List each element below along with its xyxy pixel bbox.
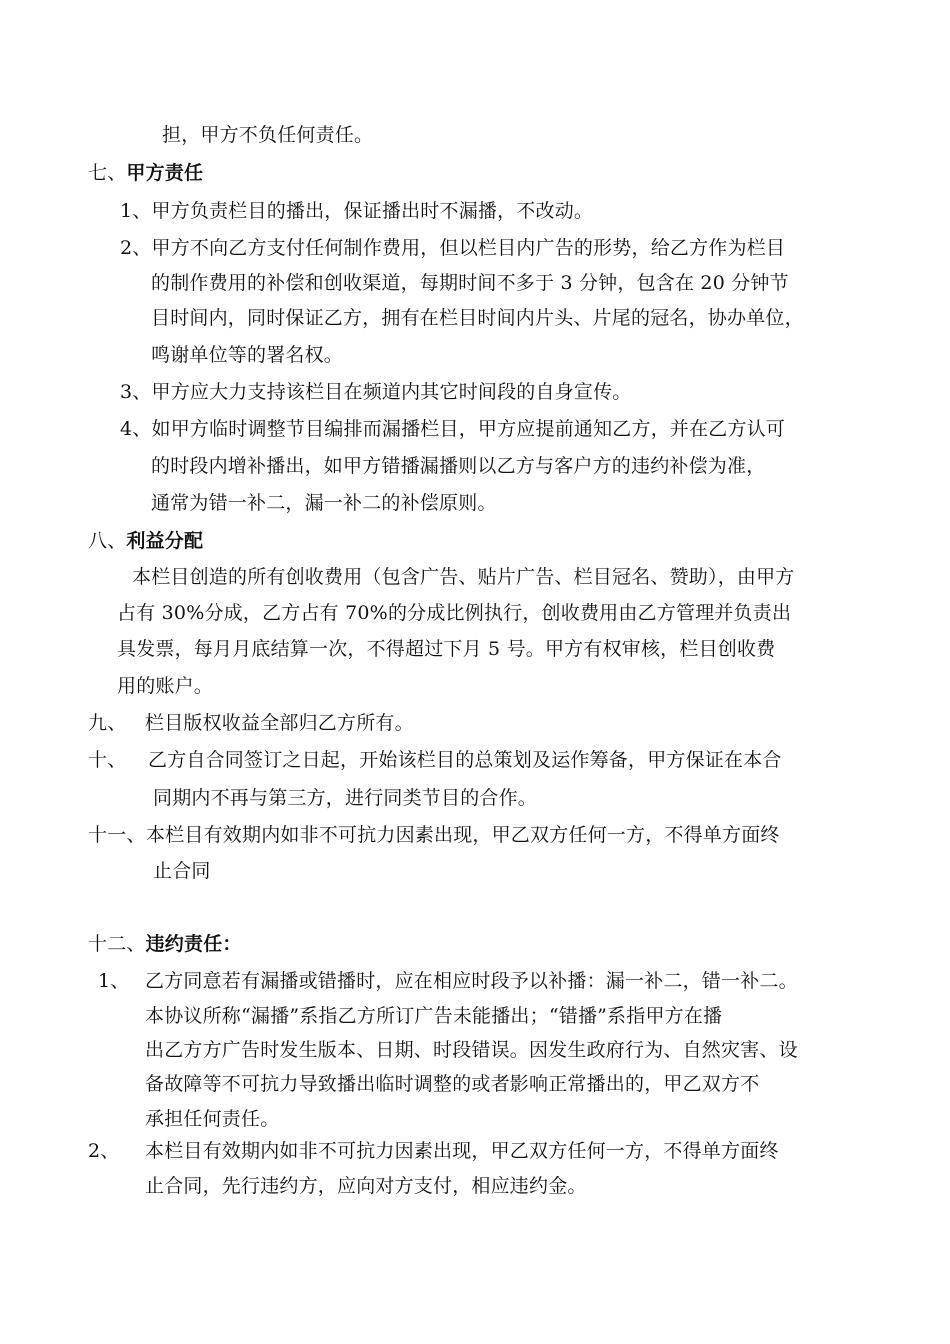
section-12-item-1-line-1: 乙方同意若有漏播或错播时，应在相应时段予以补播：漏一补二，错一补二。 — [145, 970, 798, 992]
section-10-number: 十、 — [88, 749, 127, 771]
section-7-number: 七、 — [88, 162, 127, 184]
section-12-item-1-line-2: 本协议所称“漏播”系指乙方所订广告未能播出；“错播”系指甲方在播 — [145, 1005, 723, 1027]
section-7-item-2-line-4: 鸣谢单位等的署名权。 — [151, 344, 344, 366]
carry-over-text: 担，甲方不负任何责任。 — [162, 124, 374, 146]
section-12-item-1-line-3: 出乙方方广告时发生版本、日期、时段错误。因发生政府行为、自然灾害、设 — [145, 1039, 798, 1061]
section-11-body-line-1: 本栏目有效期内如非不可抗力因素出现，甲乙双方任何一方，不得单方面终 — [146, 824, 780, 846]
section-12-number: 十二、 — [88, 933, 146, 955]
section-12-item-2-line-2: 止合同，先行违约方，应向对方支付，相应违约金。 — [145, 1175, 587, 1197]
section-8-body-line-3: 具发票，每月月底结算一次，不得超过下月 5 号。甲方有权审核，栏目创收费 — [117, 638, 776, 660]
section-7-item-2-line-1: 2、甲方不向乙方支付任何制作费用，但以栏目内广告的形势，给乙方作为栏目 — [120, 237, 786, 259]
section-8-body-line-2: 占有 30%分成，乙方占有 70%的分成比例执行，创收费用由乙方管理并负责出 — [117, 602, 792, 624]
section-9-body: 栏目版权收益全部归乙方所有。 — [145, 712, 414, 734]
section-7-item-2-line-2: 的制作费用的补偿和创收渠道，每期时间不多于 3 分钟，包含在 20 分钟节 — [151, 272, 789, 294]
section-9-number: 九、 — [88, 712, 127, 734]
section-8-heading — [88, 526, 203, 556]
section-8-number: 八、 — [88, 530, 127, 552]
section-7-item-3: 3、甲方应大力支持该栏目在频道内其它时间段的自身宣传。 — [120, 381, 632, 403]
section-10-body-line-1: 乙方自合同签订之日起，开始该栏目的总策划及运作筹备，甲方保证在本合 — [148, 749, 782, 771]
section-12-heading — [88, 929, 242, 959]
section-12-item-2-number: 2、 — [88, 1140, 120, 1162]
section-7-item-1: 1、甲方负责栏目的播出，保证播出时不漏播，不改动。 — [120, 200, 594, 222]
section-11-number: 十一、 — [88, 824, 146, 846]
section-7-item-4-line-1: 4、如甲方临时调整节目编排而漏播栏目，甲方应提前通知乙方，并在乙方认可 — [120, 418, 786, 440]
section-7-title: 甲方责任 — [126, 162, 204, 184]
section-7-item-4-line-2: 的时段内增补播出，如甲方错播漏播则以乙方与客户方的违约补偿为准， — [151, 455, 766, 477]
section-12-title: 违约责任： — [145, 933, 242, 955]
section-12-item-2-line-1: 本栏目有效期内如非不可抗力因素出现，甲乙双方任何一方，不得单方面终 — [145, 1140, 779, 1162]
section-7-item-2-line-3: 目时间内，同时保证乙方，拥有在栏目时间内片头、片尾的冠名，协办单位， — [151, 307, 804, 329]
section-11-body-line-2: 止合同 — [153, 860, 211, 882]
section-12-item-1-line-4: 备故障等不可抗力导致播出临时调整的或者影响正常播出的，甲乙双方不 — [145, 1073, 760, 1095]
section-7-heading — [88, 158, 203, 188]
section-8-title: 利益分配 — [126, 530, 204, 552]
section-8-body-line-1: 本栏目创造的所有创收费用（包含广告、贴片广告、栏目冠名、赞助），由甲方 — [132, 566, 795, 588]
section-12-item-1-number: 1、 — [98, 970, 130, 992]
section-12-item-1-line-5: 承担任何责任。 — [145, 1108, 280, 1130]
section-8-body-line-4: 用的账户。 — [117, 675, 214, 697]
section-10-body-line-2: 同期内不再与第三方，进行同类节目的合作。 — [153, 787, 538, 809]
section-7-item-4-line-3: 通常为错一补二，漏一补二的补偿原则。 — [151, 492, 497, 514]
